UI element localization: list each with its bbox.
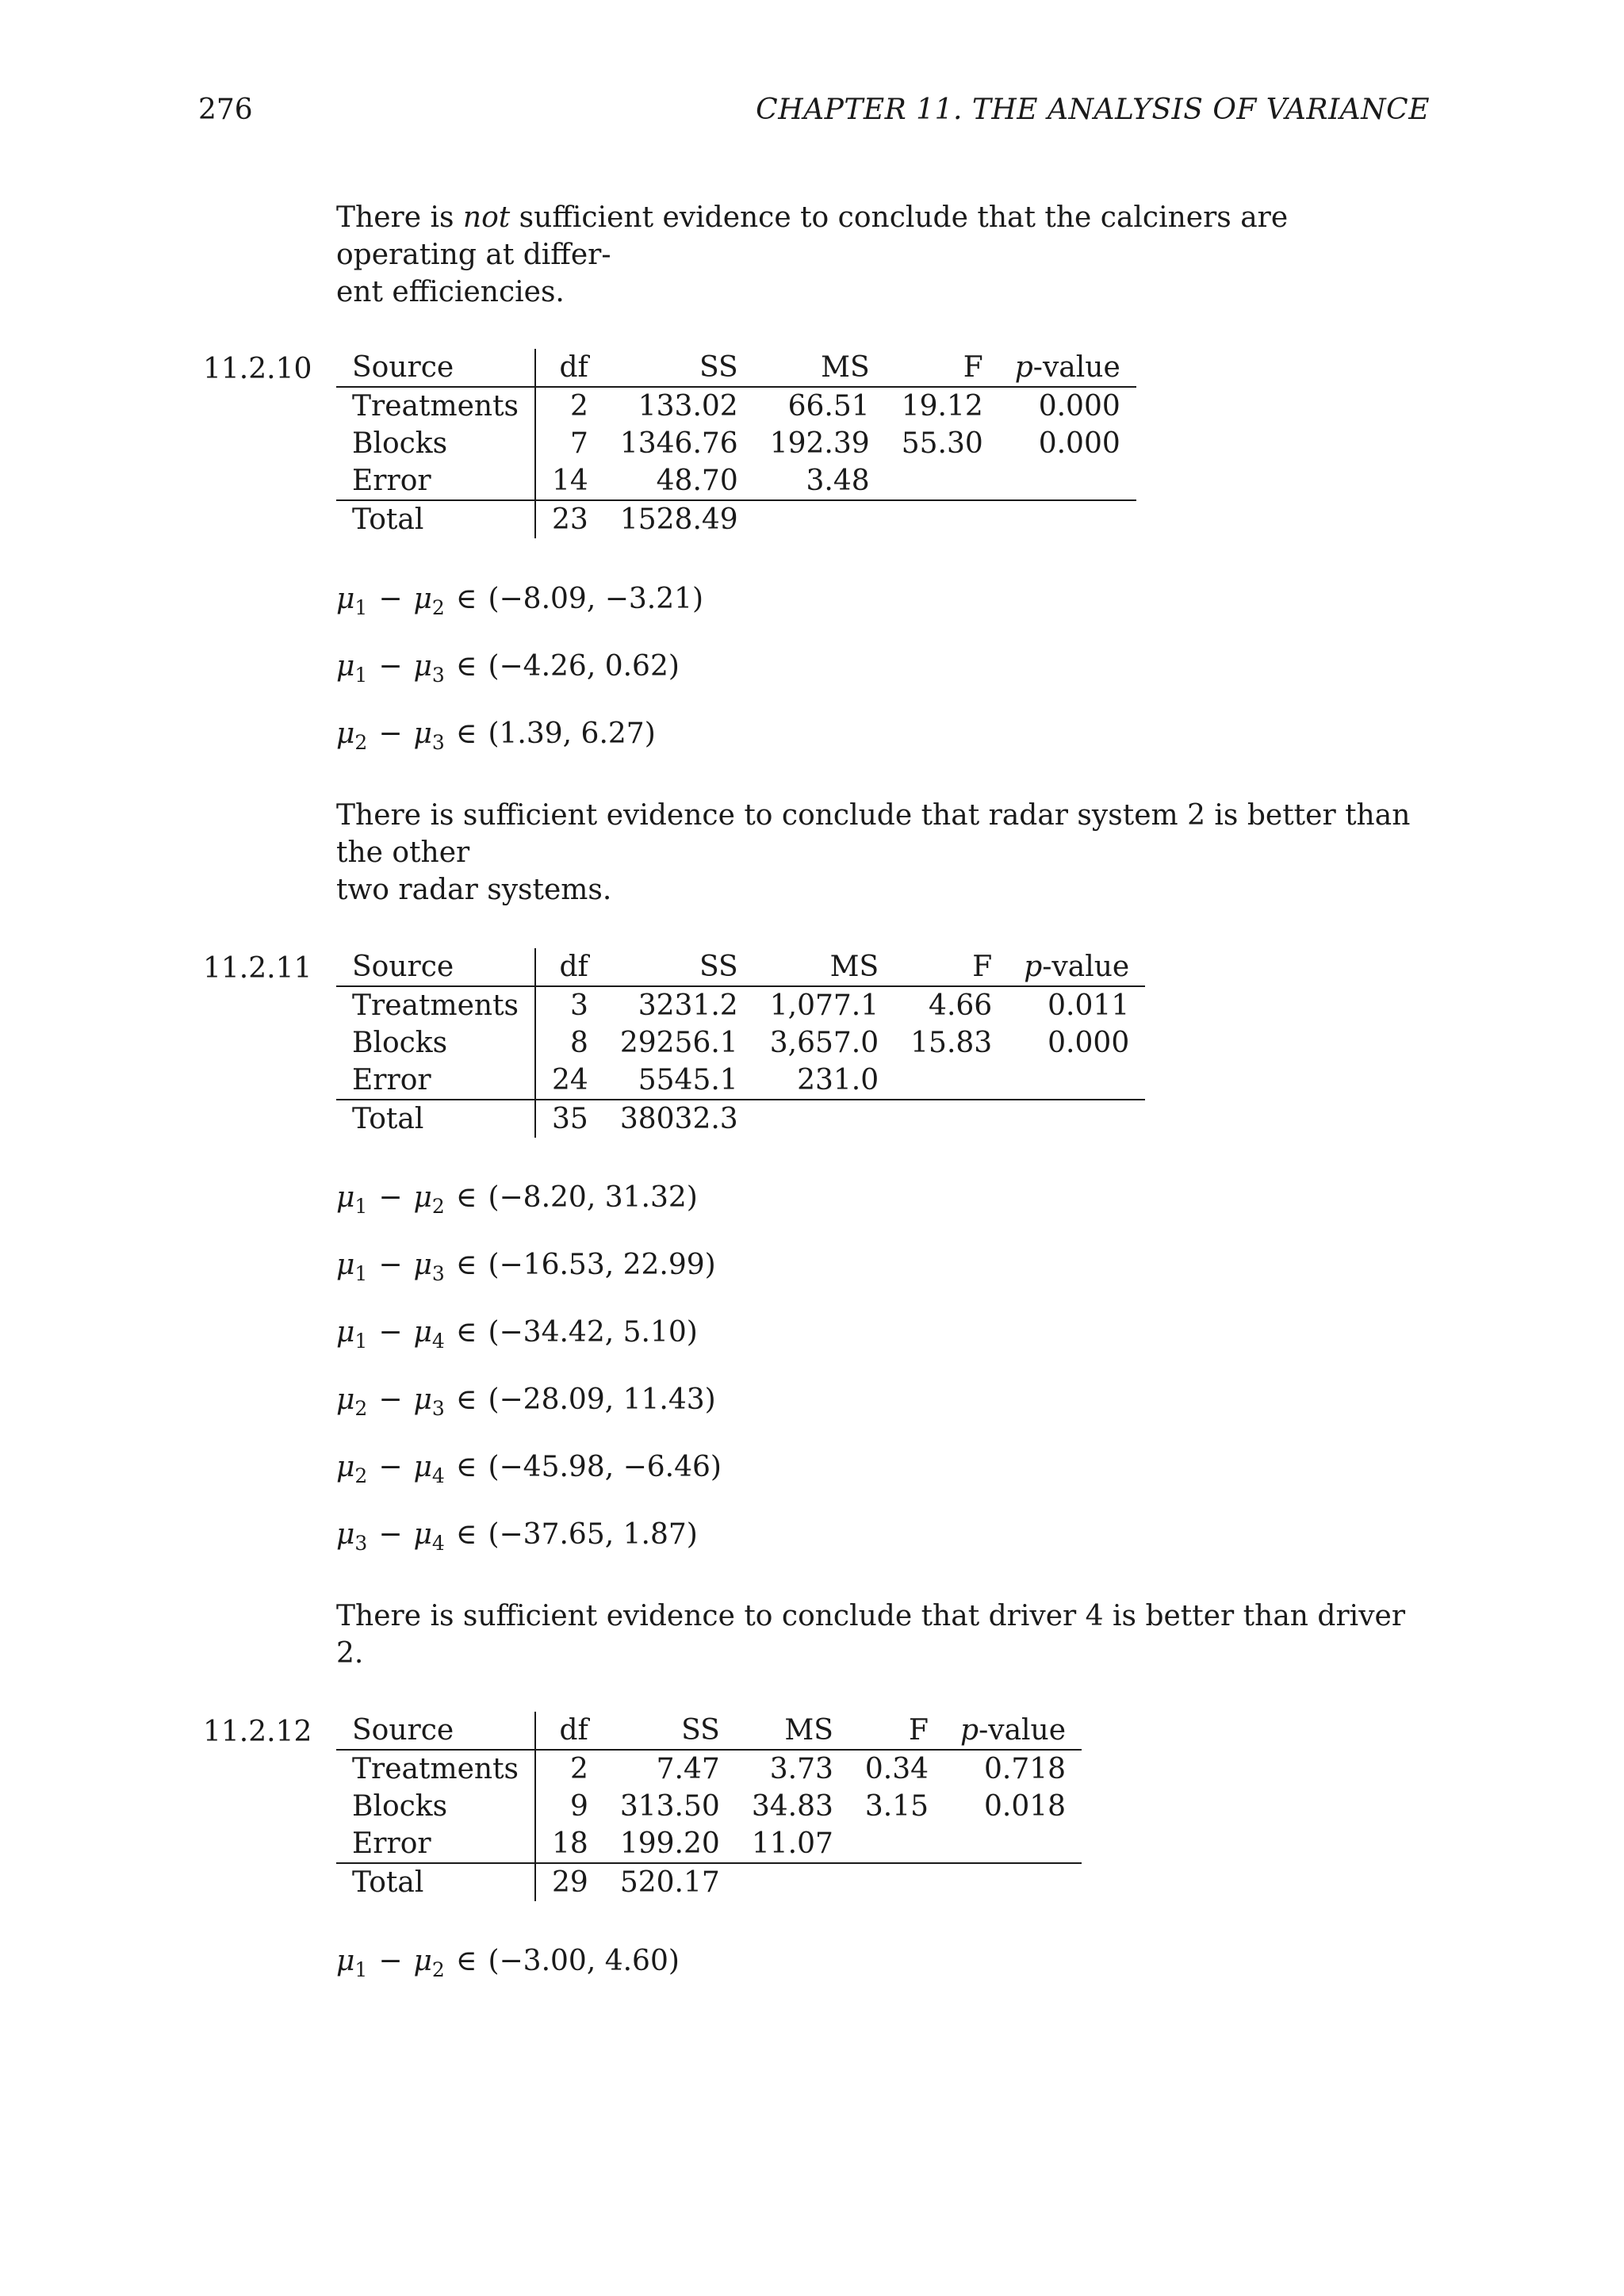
- cell-ms: [754, 500, 886, 538]
- cell-df: 8: [569, 1027, 588, 1059]
- conclusion-paragraph: There is sufficient evidence to conclude that driver 4 is better than driver 2.: [336, 1600, 1406, 1670]
- intro-line1-rest: sufficient evidence to conclude that the calciners are operating at differ-: [336, 201, 1289, 271]
- header-f: F: [894, 948, 1008, 986]
- table-row: [336, 500, 1136, 538]
- table-row: [336, 1024, 1145, 1062]
- header-df: df: [535, 349, 604, 387]
- cell-f: [849, 1863, 944, 1901]
- cell-pvalue: 0.011: [1048, 989, 1130, 1022]
- table-header-row: [336, 1712, 1082, 1750]
- cell-df: 29: [552, 1866, 588, 1899]
- cell-ss: 5545.1: [604, 1062, 754, 1100]
- header-ms: MS: [736, 1712, 849, 1750]
- confidence-interval: $\mu_1 - \mu_3$ ∈ (−16.53, 22.99): [336, 1249, 716, 1285]
- cell-ms: 3.73: [769, 1753, 833, 1785]
- confidence-interval: $\mu_1 - \mu_2$ ∈ (−8.20, 31.32): [336, 1181, 698, 1218]
- confidence-interval: $\mu_2 - \mu_3$ ∈ (1.39, 6.27): [336, 718, 656, 754]
- header-source: Source: [336, 349, 535, 387]
- cell-source: Blocks: [336, 1788, 535, 1825]
- cell-f: 15.83: [910, 1027, 993, 1059]
- confidence-interval: $\mu_3 - \mu_4$ ∈ (−37.65, 1.87): [336, 1518, 698, 1555]
- table-header-row: [336, 948, 1145, 986]
- cell-source: Total: [336, 500, 535, 538]
- cell-f: 4.66: [929, 989, 993, 1022]
- cell-df: 14: [535, 462, 604, 500]
- table-row: [336, 462, 1136, 500]
- table-row: [336, 986, 1145, 1024]
- problem-number: 11.2.11: [203, 952, 312, 985]
- table-row: [336, 1825, 1082, 1863]
- header-ss: SS: [604, 349, 754, 387]
- cell-df: 35: [552, 1103, 588, 1135]
- problem-number: 11.2.10: [203, 353, 312, 385]
- cell-pvalue: [944, 1825, 1082, 1863]
- cell-ms: 231.0: [754, 1062, 894, 1100]
- cell-ss: 3231.2: [638, 989, 738, 1022]
- confidence-interval: $\mu_1 - \mu_3$ ∈ (−4.26, 0.62): [336, 650, 680, 687]
- header-df: df: [535, 948, 604, 986]
- cell-pvalue: [944, 1863, 1082, 1901]
- anova-table: [336, 1712, 1082, 1901]
- page-number: 276: [198, 94, 253, 126]
- conclusion-paragraph: There is sufficient evidence to conclude that radar system 2 is better than the other two radar systems.: [336, 799, 1411, 906]
- cell-df: 23: [552, 503, 588, 536]
- confidence-interval: $\mu_2 - \mu_4$ ∈ (−45.98, −6.46): [336, 1451, 722, 1487]
- cell-pvalue: [1008, 1100, 1145, 1138]
- cell-source: Error: [336, 462, 535, 500]
- intro-prefix: There is: [336, 201, 463, 234]
- table-header-row: [336, 349, 1136, 387]
- cell-ms: 1,077.1: [769, 989, 879, 1022]
- header-f: F: [886, 349, 999, 387]
- confidence-interval: $\mu_1 - \mu_4$ ∈ (−34.42, 5.10): [336, 1316, 698, 1353]
- cell-df: 18: [535, 1825, 604, 1863]
- cell-f: [886, 462, 999, 500]
- intro-emphasis: not: [462, 201, 511, 234]
- cell-ss: 1528.49: [619, 503, 738, 536]
- cell-f: 55.30: [901, 427, 983, 460]
- confidence-interval: $\mu_1 - \mu_2$ ∈ (−3.00, 4.60): [336, 1945, 680, 1981]
- cell-ss: 29256.1: [619, 1027, 738, 1059]
- cell-pvalue: [999, 500, 1136, 538]
- cell-ss: 520.17: [619, 1866, 720, 1899]
- cell-pvalue: 0.018: [983, 1790, 1067, 1823]
- cell-source: Treatments: [336, 387, 535, 425]
- cell-source: Blocks: [336, 1024, 535, 1062]
- confidence-interval: $\mu_1 - \mu_2$ ∈ (−8.09, −3.21): [336, 583, 704, 619]
- table-row: [336, 1788, 1082, 1825]
- cell-pvalue: 0.000: [1048, 1027, 1130, 1059]
- cell-pvalue: 0.000: [1038, 427, 1120, 460]
- cell-f: 3.15: [864, 1790, 929, 1823]
- cell-ms: 192.39: [769, 427, 870, 460]
- table-row: [336, 387, 1136, 425]
- confidence-interval: $\mu_2 - \mu_3$ ∈ (−28.09, 11.43): [336, 1383, 716, 1420]
- header-pvalue: p-value: [1008, 948, 1145, 986]
- cell-source: Error: [336, 1825, 535, 1863]
- cell-df: 9: [569, 1790, 588, 1823]
- cell-ss: 133.02: [638, 390, 738, 423]
- header-pvalue: [999, 349, 1136, 387]
- cell-pvalue: [999, 462, 1136, 500]
- problem-number: 11.2.12: [203, 1716, 312, 1748]
- cell-f: 19.12: [901, 390, 983, 423]
- cell-ss: 7.47: [656, 1753, 720, 1785]
- cell-df: 2: [569, 1753, 588, 1785]
- header-pvalue-p: p: [1014, 351, 1033, 384]
- cell-ms: 34.83: [751, 1790, 833, 1823]
- cell-ms: 3.48: [754, 462, 886, 500]
- cell-pvalue: [1008, 1062, 1145, 1100]
- table-row: [336, 1062, 1145, 1100]
- cell-ss: 313.50: [619, 1790, 720, 1823]
- header-pvalue-rest: -value: [1032, 351, 1120, 384]
- cell-ms: 11.07: [736, 1825, 849, 1863]
- cell-source: Blocks: [336, 425, 535, 462]
- intro-paragraph: [336, 199, 1434, 311]
- cell-source: Total: [336, 1863, 535, 1901]
- cell-ms: 3,657.0: [769, 1027, 879, 1059]
- cell-ss: 199.20: [604, 1825, 736, 1863]
- table-row: [336, 425, 1136, 462]
- cell-source: Treatments: [336, 986, 535, 1024]
- cell-f: [886, 500, 999, 538]
- header-pvalue: p-value: [944, 1712, 1082, 1750]
- table-row: [336, 1863, 1082, 1901]
- header-f: F: [849, 1712, 944, 1750]
- cell-ss: 38032.3: [619, 1103, 738, 1135]
- header-ms: MS: [754, 948, 894, 986]
- header-source: Source: [336, 948, 535, 986]
- cell-f: [849, 1825, 944, 1863]
- cell-df: 3: [569, 989, 588, 1022]
- cell-ss: 1346.76: [619, 427, 738, 460]
- header-ss: SS: [604, 1712, 736, 1750]
- cell-pvalue: 0.000: [1038, 390, 1120, 423]
- cell-ms: [736, 1863, 849, 1901]
- header-ss: SS: [604, 948, 754, 986]
- header-ms: MS: [754, 349, 886, 387]
- chapter-title: CHAPTER 11. THE ANALYSIS OF VARIANCE: [756, 94, 1430, 126]
- cell-source: Error: [336, 1062, 535, 1100]
- cell-pvalue: 0.718: [983, 1753, 1067, 1785]
- header-source: Source: [336, 1712, 535, 1750]
- intro-line2: ent efficiencies.: [336, 276, 565, 308]
- cell-source: Total: [336, 1100, 535, 1138]
- cell-df: 7: [569, 427, 588, 460]
- cell-ms: 66.51: [787, 390, 870, 423]
- anova-table: [336, 948, 1145, 1138]
- cell-ms: [754, 1100, 894, 1138]
- cell-f: 0.34: [864, 1753, 929, 1785]
- cell-source: Treatments: [336, 1750, 535, 1788]
- cell-df: 24: [535, 1062, 604, 1100]
- cell-df: 2: [569, 390, 588, 423]
- table-row: [336, 1750, 1082, 1788]
- table-row: [336, 1100, 1145, 1138]
- cell-ss: 48.70: [604, 462, 754, 500]
- header-df: df: [535, 1712, 604, 1750]
- anova-table: [336, 349, 1136, 538]
- cell-f: [894, 1100, 1008, 1138]
- cell-f: [894, 1062, 1008, 1100]
